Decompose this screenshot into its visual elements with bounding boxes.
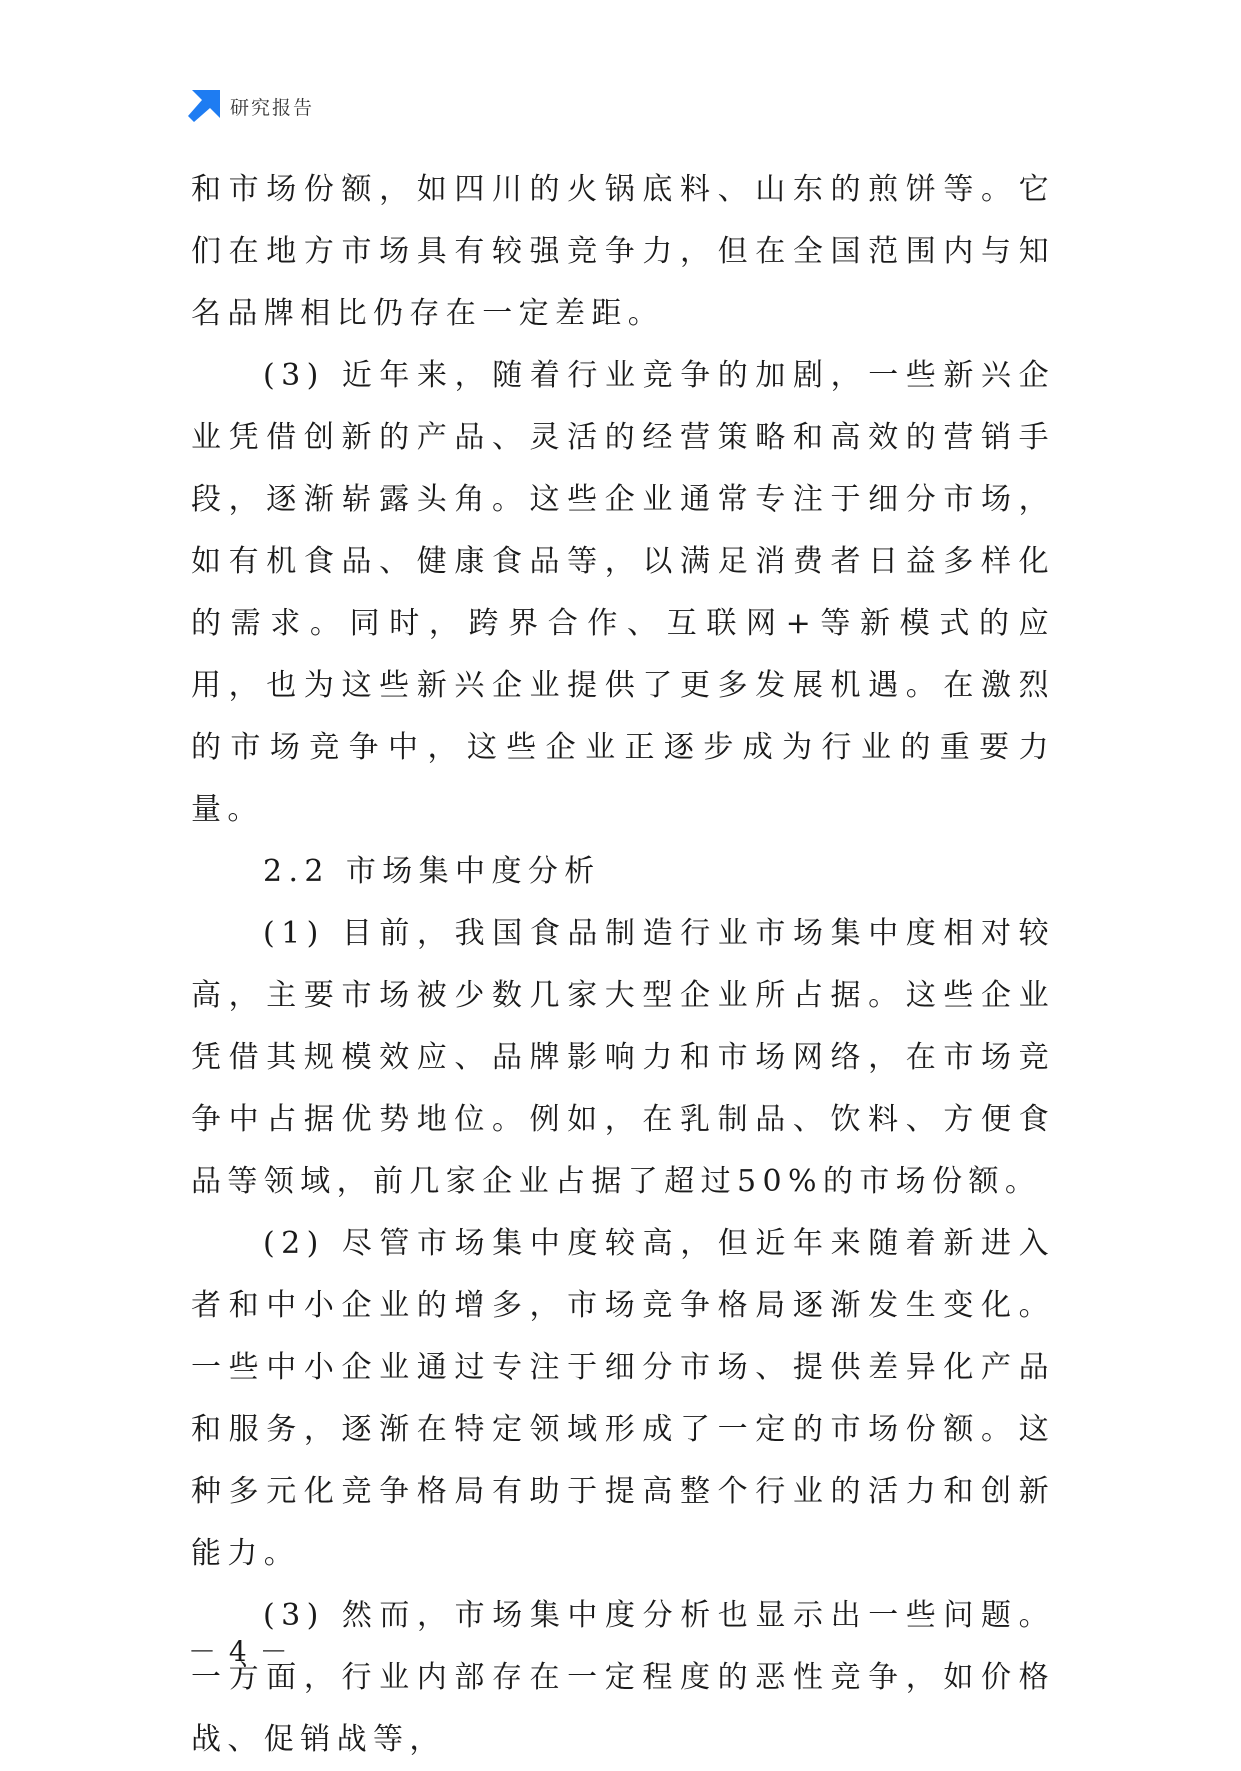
page-number: － 4 － — [188, 1635, 290, 1668]
document-body — [191, 159, 1055, 1771]
paragraph-item-3: (3) 近年来，随着行业竞争的加剧，一些新兴企业凭借创新的产品、灵活的经营策略和高效的营销手段，逐渐崭露头角。这些企业通常专注于细分市场，如有机食品、健康食品等，以满足消费者日益多样化的需求。同时，跨界合作、互联网+等新模式的应用，也为这些新兴企业提供了更多发展机遇。在激烈的市场竞争中，这些企业正逐步成为行业的重要力量。 — [191, 358, 1055, 827]
paragraph-continued: 和市场份额，如四川的火锅底料、山东的煎饼等。它们在地方市场具有较强竞争力，但在全国范围内与知名品牌相比仍存在一定差距。 — [191, 172, 1055, 331]
header-title: 研究报告 — [230, 96, 315, 119]
section-heading: 2.2 市场集中度分析 — [263, 854, 601, 889]
arrow-up-right-icon — [188, 90, 220, 122]
report-header — [188, 88, 314, 124]
paragraph-item-1: (1) 目前，我国食品制造行业市场集中度相对较高，主要市场被少数几家大型企业所占据。这些企业凭借其规模效应、品牌影响力和市场网络，在市场竞争中占据优势地位。例如，在乳制品、饮料、方便食品等领域，前几家企业占据了超过50%的市场份额。 — [191, 916, 1055, 1199]
paragraph-item-2: (2) 尽管市场集中度较高，但近年来随着新进入者和中小企业的增多，市场竞争格局逐渐发生变化。一些中小企业通过专注于细分市场、提供差异化产品和服务，逐渐在特定领域形成了一定的市场份额。这种多元化竞争格局有助于提高整个行业的活力和创新能力。 — [191, 1226, 1055, 1571]
paragraph-item-3b: (3) 然而，市场集中度分析也显示出一些问题。一方面，行业内部存在一定程度的恶性竞争，如价格战、促销战等， — [191, 1598, 1055, 1757]
